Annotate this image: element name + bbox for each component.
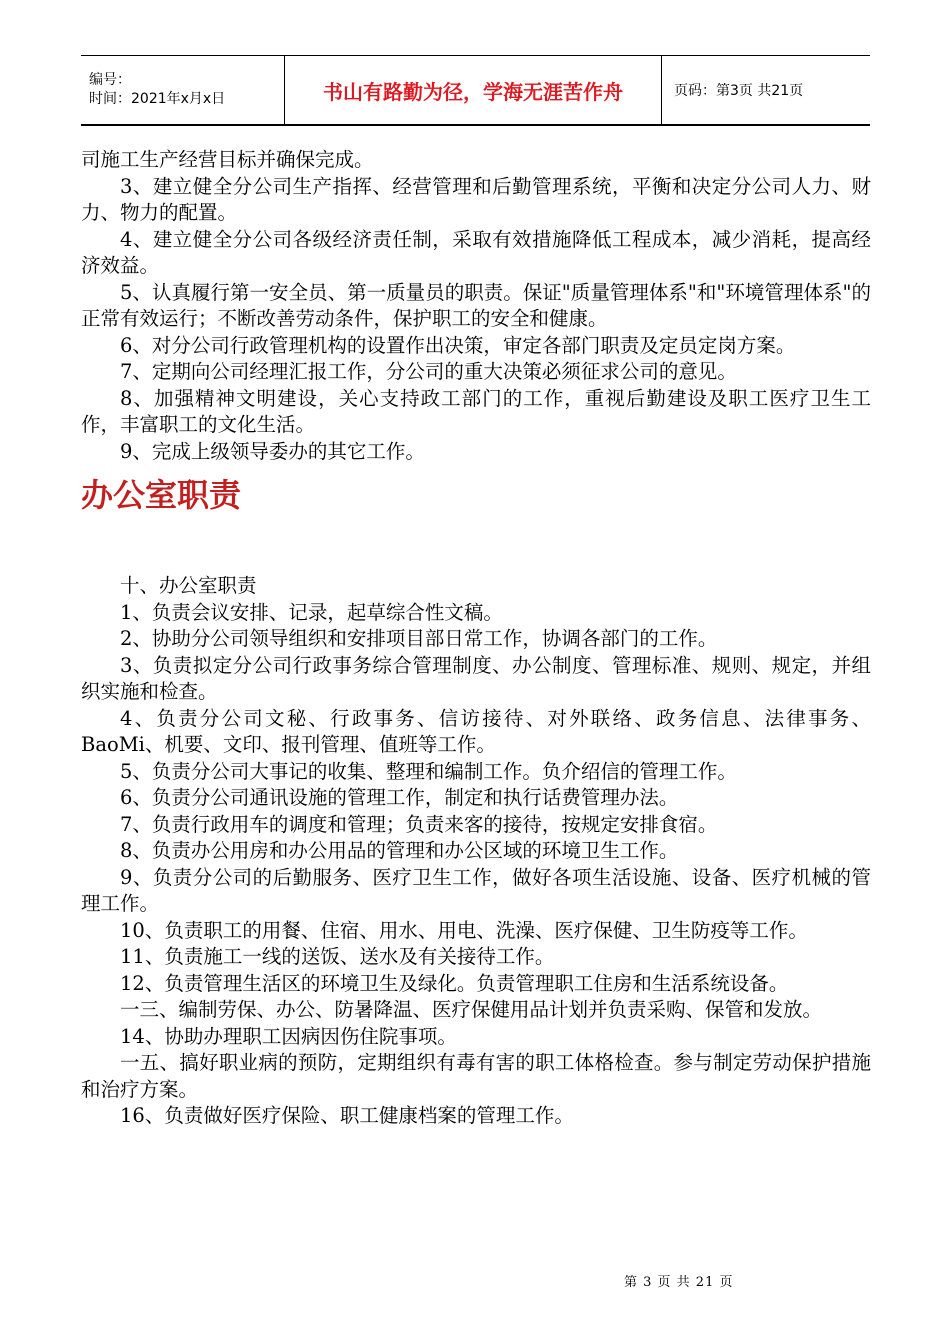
- paragraph: 11、负责施工一线的送饭、送水及有关接待工作。: [120, 945, 555, 968]
- paragraph: 3、建立健全分公司生产指挥、经营管理和后勤管理系统，平衡和决定分公司人力、财力、物力的配置。: [81, 174, 871, 224]
- document-date-label: 时间：2021年x月x日: [89, 91, 226, 107]
- paragraph: 12、负责管理生活区的环境卫生及绿化。负责管理职工住房和生活系统设备。: [120, 971, 789, 995]
- paragraph: 3、负责拟定分公司行政事务综合管理制度、办公制度、管理标准、规则、规定，并组织实施和检查。: [81, 653, 871, 703]
- paragraph: 7、负责行政用车的调度和管理；负责来客的接待，按规定安排食宿。: [120, 812, 718, 836]
- paragraph: 6、对分公司行政管理机构的设置作出决策，审定各部门职责及定员定岗方案。: [120, 333, 796, 357]
- paragraph: 9、完成上级领导委办的其它工作。: [120, 439, 425, 463]
- paragraph: 9、负责分公司的后勤服务、医疗卫生工作，做好各项生活设施、设备、医疗机械的管理工作。: [81, 865, 871, 915]
- paragraph: 5、认真履行第一安全员、第一质量员的职责。保证"质量管理体系"和"环境管理体系"的正常有效运行；不断改善劳动条件，保护职工的安全和健康。: [81, 280, 871, 330]
- section-heading: 办公室职责: [81, 476, 242, 514]
- page-footer: 第 3 页 共 21 页: [624, 1275, 734, 1290]
- header-page-indicator: 页码：第3页 共21页: [674, 83, 804, 99]
- paragraph: 14、协助办理职工因病因伤住院事项。: [120, 1024, 457, 1048]
- paragraph: 十、办公室职责: [120, 574, 257, 597]
- header-motto: 书山有路勤为径，学海无涯苦作舟: [284, 56, 662, 124]
- paragraph: 4、建立健全分公司各级经济责任制，采取有效措施降低工程成本，减少消耗，提高经济效益。: [81, 227, 871, 277]
- document-body: [81, 147, 871, 1130]
- page-header: [81, 55, 870, 126]
- paragraph: 一三、编制劳保、办公、防暑降温、医疗保健用品计划并负责采购、保管和发放。: [120, 998, 823, 1021]
- paragraph: 1、负责会议安排、记录，起草综合性文稿。: [120, 600, 503, 624]
- paragraph: 司施工生产经营目标并确保完成。: [81, 148, 374, 171]
- paragraph: 4、负责分公司文秘、行政事务、信访接待、对外联络、政务信息、法律事务、BaoMi、机要、文印、报刊管理、值班等工作。: [81, 706, 871, 756]
- header-meta: [81, 56, 284, 124]
- paragraph: 8、负责办公用房和办公用品的管理和办公区域的环境卫生工作。: [120, 839, 679, 862]
- paragraph: 7、定期向公司经理汇报工作，分公司的重大决策必须征求公司的意见。: [120, 360, 737, 383]
- paragraph: 一五、搞好职业病的预防，定期组织有毒有害的职工体格检查。参与制定劳动保护措施和治疗方案。: [81, 1051, 871, 1101]
- paragraph: 16、负责做好医疗保险、职工健康档案的管理工作。: [120, 1104, 574, 1127]
- paragraph: 10、负责职工的用餐、住宿、用水、用电、洗澡、医疗保健、卫生防疫等工作。: [120, 918, 808, 942]
- paragraph: 8、加强精神文明建设，关心支持政工部门的工作，重视后勤建设及职工医疗卫生工作，丰富职工的文化生活。: [81, 386, 871, 436]
- paragraph: 6、负责分公司通讯设施的管理工作，制定和执行话费管理办法。: [120, 786, 679, 809]
- paragraph: 2、协助分公司领导组织和安排项目部日常工作，协调各部门的工作。: [120, 627, 718, 650]
- document-number-label: 编号：: [89, 72, 131, 88]
- paragraph: 5、负责分公司大事记的收集、整理和编制工作。负介绍信的管理工作。: [120, 759, 737, 783]
